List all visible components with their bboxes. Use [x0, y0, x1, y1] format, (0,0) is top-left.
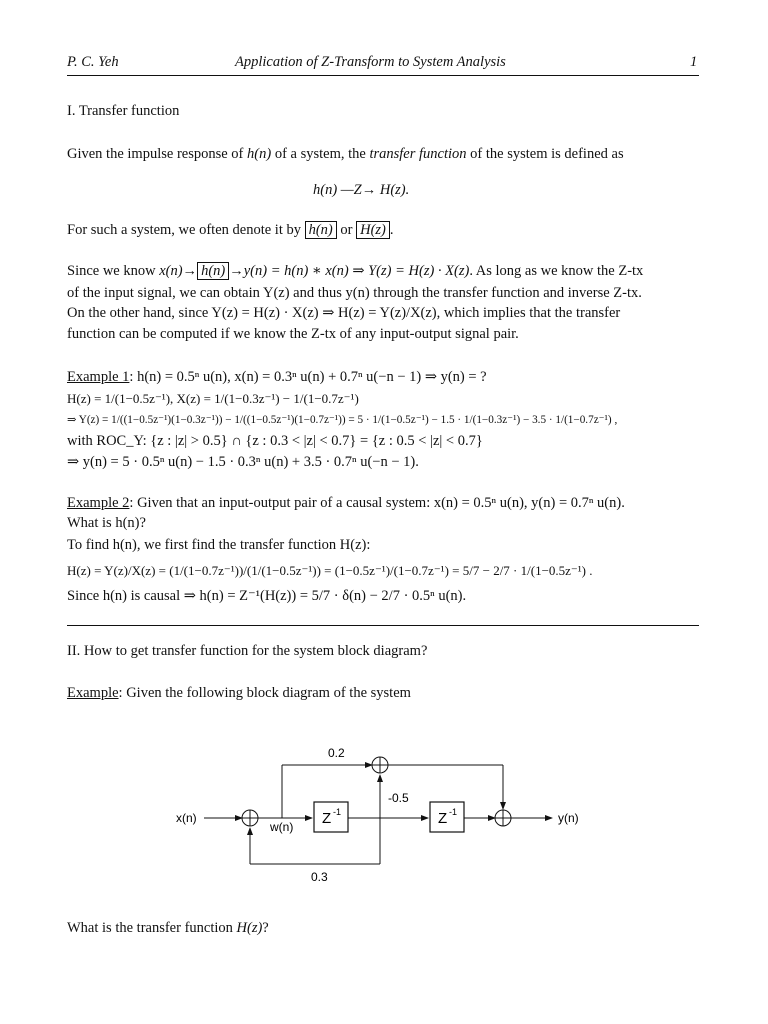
since-equation: →y(n) = h(n) ∗ x(n) ⇒ Y(z) = H(z) · X(z) [229, 263, 470, 279]
since-line-3: On the other hand, since Y(z) = H(z) · X(z) ⇒ H(z) = Y(z)/X(z), which implies that the transfer [67, 305, 621, 321]
adder-3 [495, 810, 511, 826]
intro-transfer-function: transfer function [369, 146, 467, 162]
w-label: w(n) [270, 820, 294, 834]
definition-equation: h(n) —Z→ H(z). [313, 182, 410, 198]
example2-line-5: Since h(n) is causal ⇒ h(n) = Z⁻¹(H(z)) = 5/7 · δ(n) − 2/7 · 0.5ⁿ u(n). [67, 588, 467, 604]
example1-label: Example 1 [67, 369, 130, 385]
since-text-a: Since we know [67, 263, 160, 279]
section1-heading: I. Transfer function [67, 103, 180, 119]
section2-heading: II. How to get transfer function for the system block diagram? [67, 643, 428, 659]
question-text-a: What is the transfer function [67, 920, 237, 936]
intro-part-c: of the system is defined as [466, 146, 624, 162]
adder-1 [242, 810, 258, 826]
delay-block-1 [314, 802, 348, 832]
since-line-4: function can be computed if we know the Z-tx of any input-output signal pair. [67, 326, 519, 342]
delay1-z: Z [322, 810, 332, 827]
intro-hn: h(n) [247, 146, 272, 162]
section2-example-label: Example [67, 685, 119, 701]
example2-line-4: H(z) = Y(z)/X(z) = (1/(1−0.7z⁻¹))/(1/(1−0.5z⁻¹)) = (1−0.5z⁻¹)/(1−0.7z⁻¹) = 5/7 − 2/7 · 1/(1−0.5z⁻¹) . [67, 563, 593, 578]
since-xn: x(n)→ [159, 263, 198, 279]
output-label: y(n) [558, 811, 579, 825]
example1-result-line: ⇒ y(n) = 5 · 0.5ⁿ u(n) − 1.5 · 0.3ⁿ u(n) + 3.5 · 0.7ⁿ u(−n − 1). [67, 454, 419, 470]
gain-top-label: 0.2 [328, 746, 345, 760]
example1-roc-line: with ROC_Y: {z : |z| > 0.5} ∩ {z : 0.3 < |z| < 0.7} = {z : 0.5 < |z| < 0.7} [67, 433, 483, 449]
intro-part-b: of a system, the [271, 146, 370, 162]
delay2-z: Z [438, 810, 448, 827]
header-page-number: 1 [690, 54, 698, 70]
example2-text: : Given that an input-output pair of a causal system: x(n) = 0.5ⁿ u(n), y(n) = 0.7ⁿ u(n). [129, 495, 625, 511]
header-author: P. C. Yeh [67, 54, 119, 70]
delay-block-2 [430, 802, 464, 832]
header-title: Application of Z-Transform to System Analysis [235, 54, 506, 70]
example1-text: : h(n) = 0.5ⁿ u(n), x(n) = 0.3ⁿ u(n) + 0.7ⁿ u(−n − 1) ⇒ y(n) = ? [129, 369, 487, 385]
gain-bottom-label: 0.3 [311, 870, 328, 884]
since-text-c: . As long as we know the Z-tx [469, 263, 644, 279]
since-box-hn: h(n) [197, 262, 229, 280]
section2-example-text: : Given the following block diagram of the system [118, 685, 411, 701]
example2-line-3: To find h(n), we first find the transfer function H(z): [67, 537, 371, 553]
since-line-2: of the input signal, we can obtain Y(z) and thus y(n) through the transfer function and inverse Z-tx. [67, 285, 642, 301]
example1-hz-line: H(z) = 1/(1−0.5z⁻¹), X(z) = 1/(1−0.3z⁻¹) − 1/(1−0.7z⁻¹) [67, 391, 359, 406]
example2-label: Example 2 [67, 495, 130, 511]
example2-line-2: What is h(n)? [67, 515, 146, 531]
delay1-exp: -1 [333, 807, 342, 817]
intro-part-a: Given the impulse response of [67, 146, 248, 162]
section2-question [67, 920, 269, 937]
denote-text: For such a system, we often denote it by [67, 222, 305, 238]
question-text-b: ? [262, 920, 269, 936]
adder-2 [372, 757, 388, 773]
input-label: x(n) [176, 811, 197, 825]
gain-mid-label: -0.5 [388, 791, 409, 805]
denote-or: or [336, 222, 357, 238]
denote-box-hn: h(n) [305, 221, 337, 239]
delay2-exp: -1 [449, 807, 458, 817]
question-hz: H(z) [236, 920, 263, 936]
denote-end: . [389, 222, 394, 238]
example1-yz-line: ⇒ Y(z) = 1/((1−0.5z⁻¹)(1−0.3z⁻¹)) − 1/((1−0.5z⁻¹)(1−0.7z⁻¹)) = 5 · 1/(1−0.5z⁻¹) − 1.5 · 1/(1−0.3z⁻¹) − 3.5 · 1/(1−0.7z⁻¹) , [67, 414, 618, 426]
denote-box-hz: H(z) [356, 221, 390, 239]
